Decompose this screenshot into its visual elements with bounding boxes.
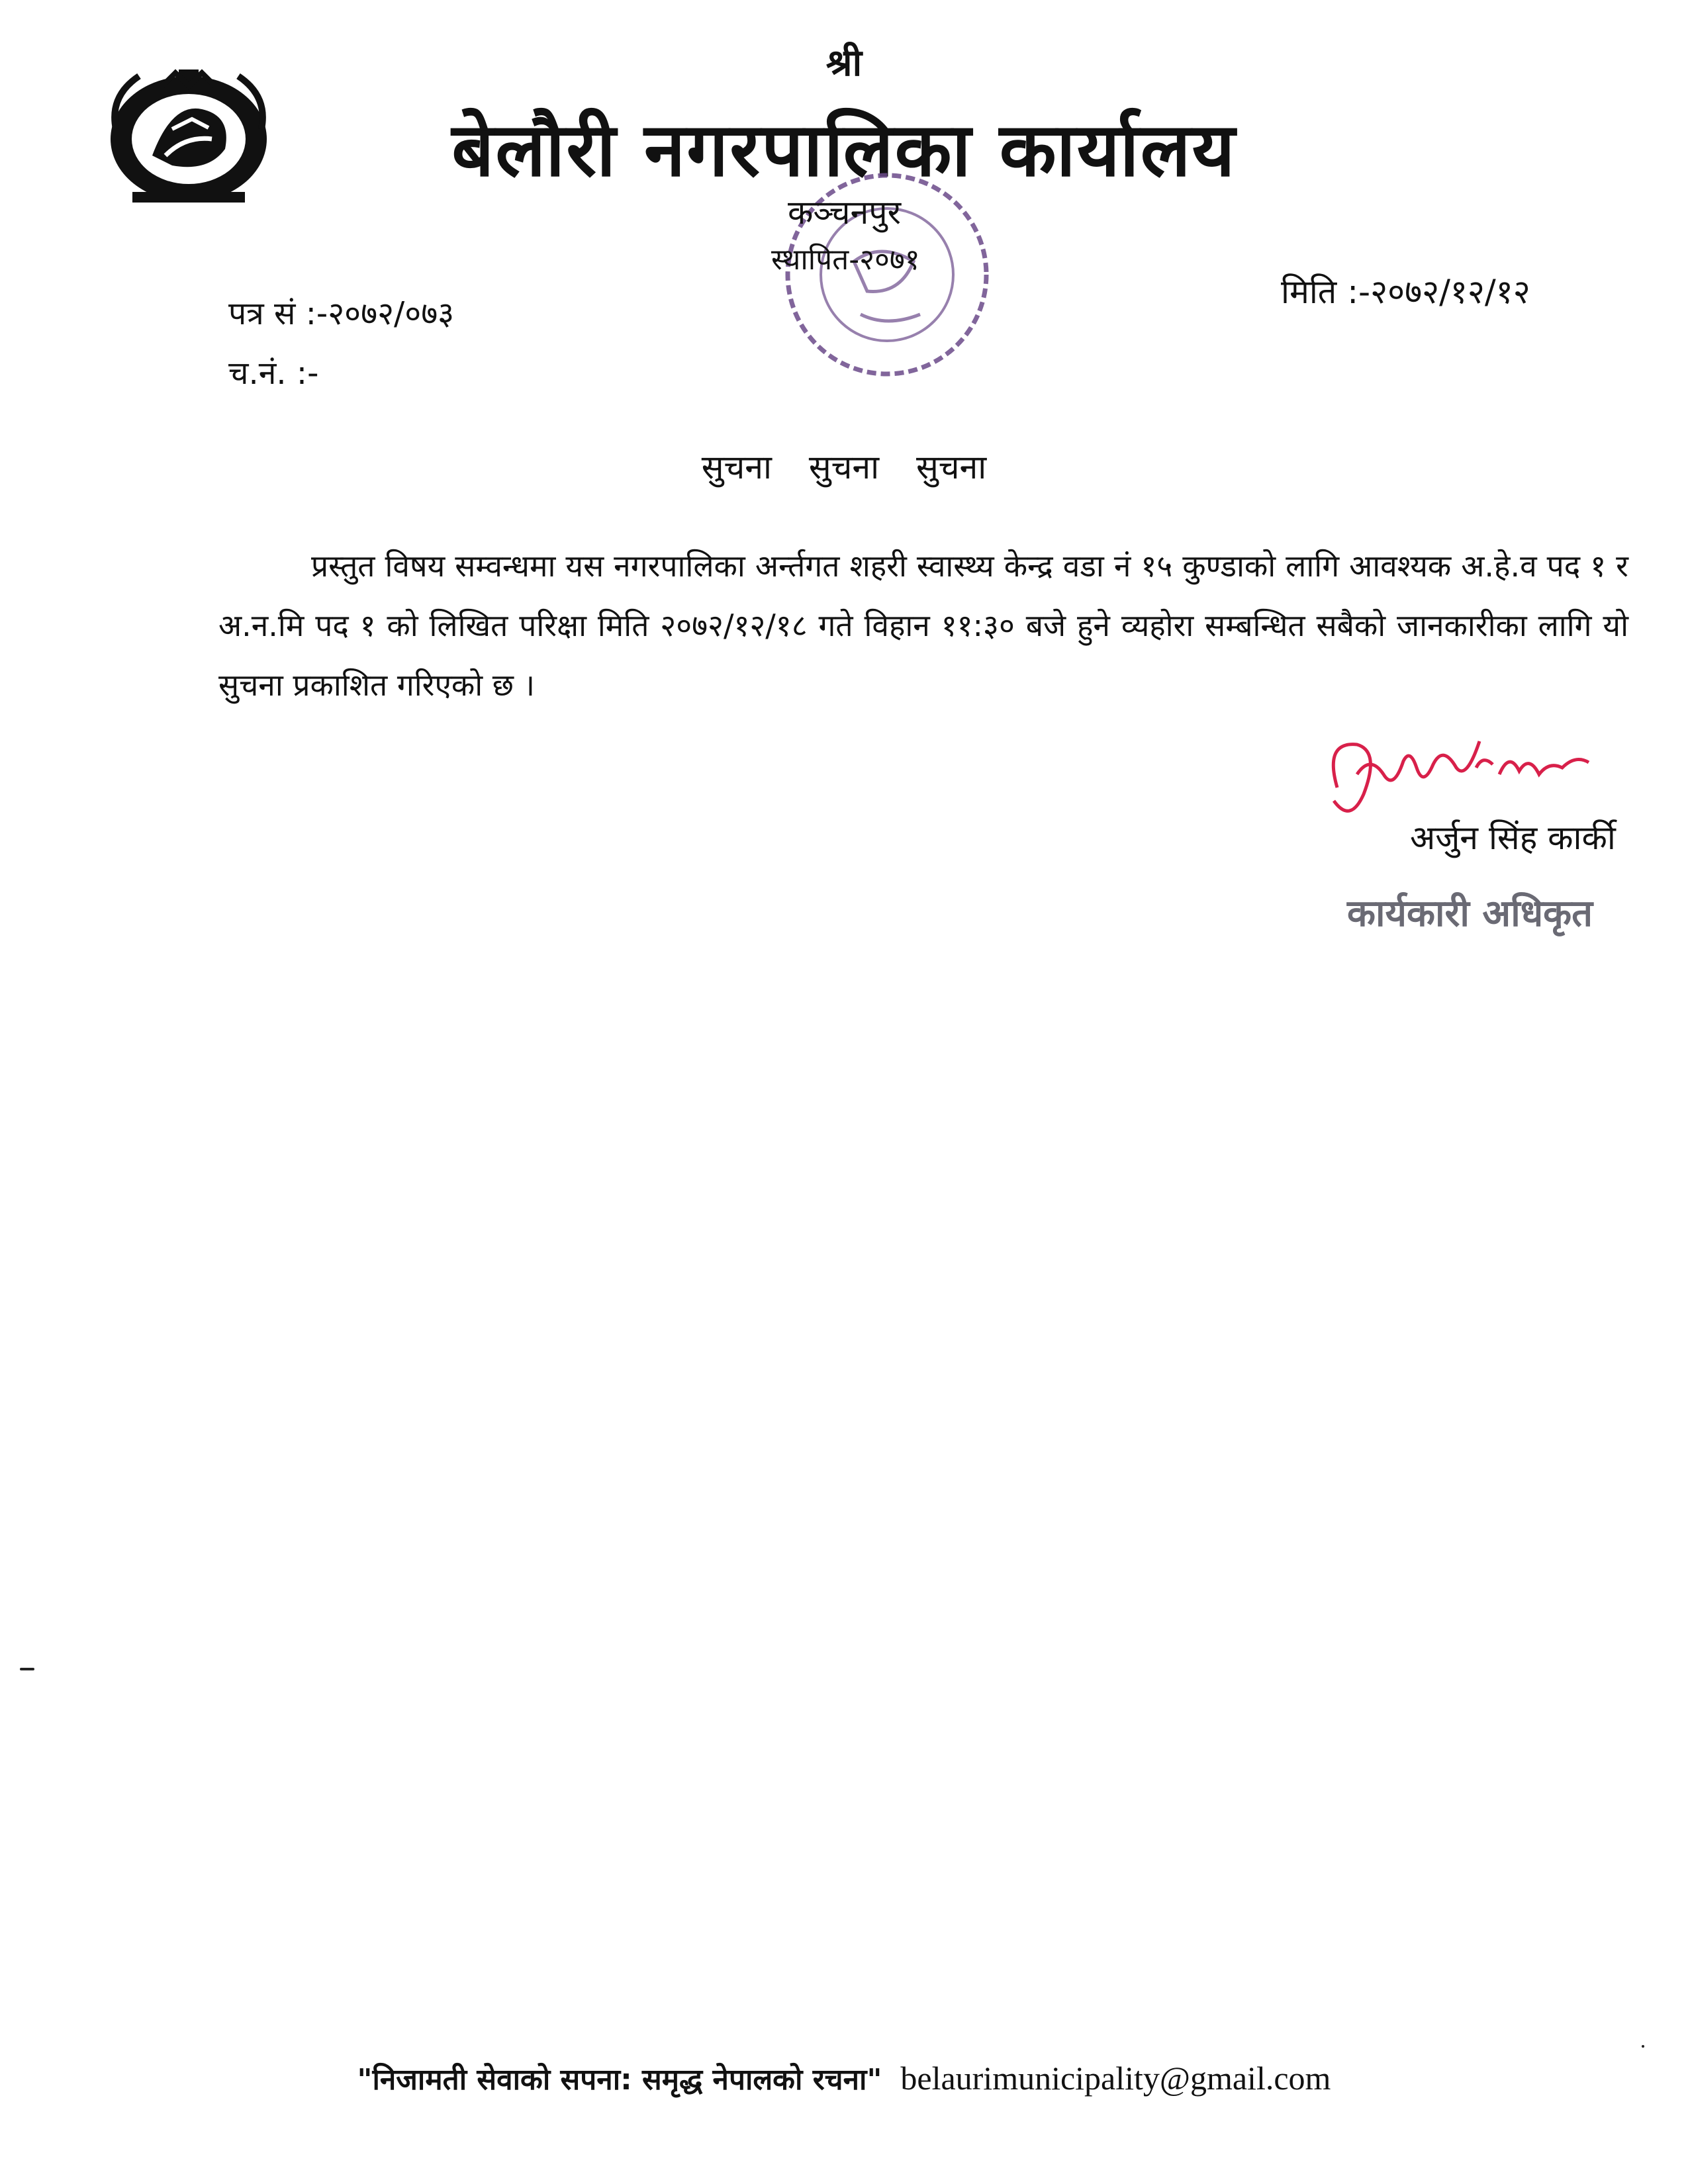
notice-heading: सुचना सुचना सुचना	[701, 448, 987, 486]
dispatch-number: च.नं. :-	[228, 355, 319, 392]
footer	[0, 2058, 1688, 2098]
established-year: स्थापित-२०७१	[771, 243, 920, 277]
letter-number: पत्र सं :-२०७२/०७३	[228, 295, 455, 332]
officer-title: कार्यकारी अधिकृत	[1347, 892, 1593, 935]
scan-speck	[20, 1668, 34, 1670]
scan-speck	[1642, 2045, 1644, 2048]
office-name-title: बेलौरी नगरपालिका कार्यालय	[451, 107, 1237, 193]
officer-name: अर्जुन सिंह कार्की	[1410, 819, 1616, 857]
salutation: श्री	[825, 42, 863, 85]
district-name: कञ्चनपुर	[788, 193, 902, 232]
notice-body: प्रस्तुत विषय सम्वन्धमा यस नगरपालिका अर्न्तगत शहरी स्वास्थ्य केन्द्र वडा नं १५ कुण्डाको लागि आवश्यक अ.हे.व पद १ र अ.न.मि पद १ को लिखित परिक्षा मिति २०७२/१२/१८ गते विहान ११:३० बजे हुने व्यहोरा सम्बन्धित सबैको जानकारीका लागि यो सुचना प्रकाशित गरिएको छ ।	[218, 548, 1628, 703]
footer-slogan: "निजामती सेवाको सपना: समृद्ध नेपालको रचना"	[357, 2063, 882, 2097]
footer-email: belaurimunicipality@gmail.com	[900, 2060, 1331, 2097]
letter-date: मिति :-२०७२/१२/१२	[1281, 273, 1530, 311]
